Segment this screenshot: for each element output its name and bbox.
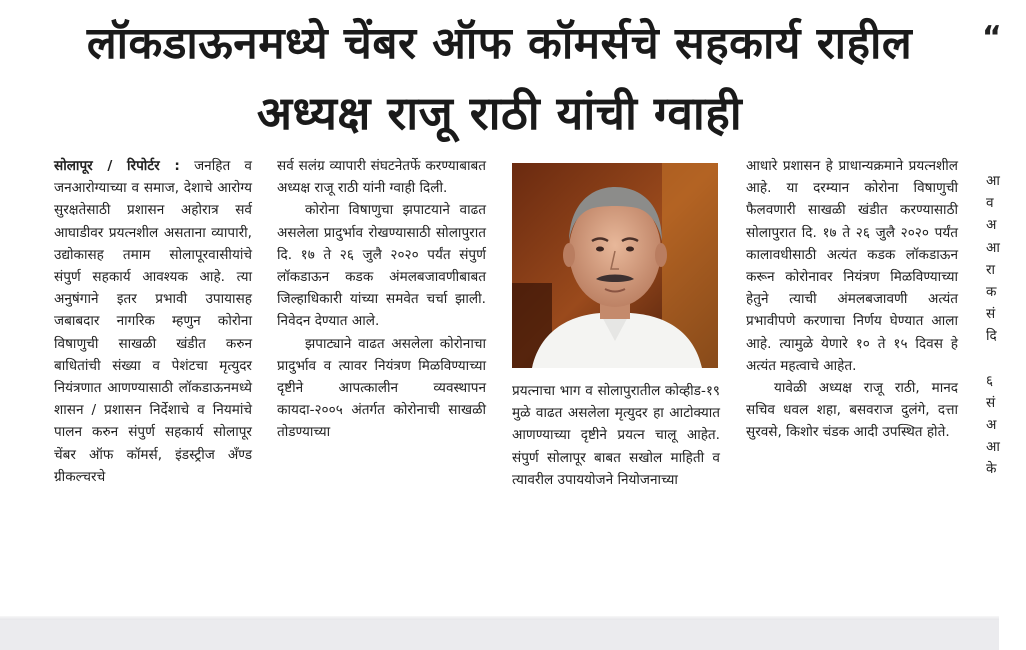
column-2-paragraph-1: सर्व सलंग्र व्यापारी संघटनेतर्फे करण्याबाबत अध्यक्ष राजू राठी यांनी ग्वाही दिली. [277, 158, 486, 197]
headline-line-2: अध्यक्ष राजू राठी यांची ग्वाही [256, 86, 743, 140]
column-4-paragraph-1: आधारे प्रशासन हे प्राधान्यक्रमाने प्रयत्नशील आहे. या दरम्यान कोरोना विषाणुची फैलवणारी साखळी खंडीत करण्यासाठी सोलापुरात दि. १७ ते २६ जुलै २०२० पर्यंत कालावधीसाठी अत्यंत कडक लॉकडाऊन करून कोरोनावर नियंत्रण मिळविण्याच्या हेतुने त्याची अंमलबजावणी अत्यंत प्रभावीपणे करणाचा निर्णय घेण्यात आला आहे. त्यामुळे येणारे १० ते १५ दिवस हे अत्यंत महत्वाचे आहेत. [746, 158, 958, 374]
fragment-line: रा [986, 261, 996, 278]
adjacent-article-fragment [986, 170, 1026, 481]
fragment-line [986, 348, 1026, 370]
fragment-line: आ [986, 439, 1000, 456]
dateline: सोलापूर / रिपोर्टर : [54, 158, 180, 174]
fragment-line: के [986, 461, 997, 478]
edge-quote-mark: “ [982, 20, 1002, 55]
fragment-line: आ [986, 239, 1000, 256]
portrait-illustration [512, 163, 718, 368]
viewer-bottom-bar [0, 620, 999, 650]
article-column-1 [54, 155, 252, 488]
column-3-text: प्रयत्नाचा भाग व सोलापुरातील कोव्हीड-१९ मुळे वाढत असलेला मृत्युदर हा आटोक्यात आणण्याच्या दृष्टीने प्रयत्न चालू आहेत. संपुर्ण सोलापूर बाबत सखोल माहिती व त्यावरील उपाययोजने नियोजनाच्या [512, 383, 720, 488]
fragment-line: अ [986, 417, 997, 434]
article-column-3 [512, 380, 720, 491]
headline-line-1: लॉकडाऊनमध्ये चेंबर ऑफ कॉमर्सचे सहकार्य राहील [86, 18, 913, 69]
fragment-line: व [986, 195, 994, 212]
fragment-line: दि [986, 328, 997, 345]
article-column-4 [746, 155, 958, 444]
fragment-line: क [986, 284, 997, 301]
column-4-paragraph-2: यावेळी अध्यक्ष राजू राठी, मानद सचिव धवल शहा, बसवराज दुलंगे, दत्ता सुरवसे, किशोर चंडक आदी उपस्थित होते. [746, 380, 958, 441]
column-1-text: जनहित व जनआरोग्याच्या व समाज, देशाचे आरोग्य सुरक्षतेसाठी प्रशासन अहोरात्र सर्व आघाडीवर प्रयत्नशील असताना व्यापारी, उद्योकासह तमाम सोलापूरवासीयांचे संपुर्ण सहकार्य आवश्यक आहे. त्या अनुषंगाने इतर प्रभावी उपायासह जबाबदार नागरिक म्हणुन कोरोना विषाणुची साखळी खंडीत करुन बाधितांची संख्या व पेशंटचा मृत्युदर नियंत्रणात आणण्यासाठी लॉकडाऊनमध्ये शासन / प्रशासन निर्देशाचे व नियमांचे पालन करुन संपुर्ण सहकार्य सोलापूर चेंबर ऑफ कॉमर्स, इंडस्ट्रीज अँण्ड ग्रीकल्चरचे [54, 158, 252, 485]
article-column-2 [277, 155, 486, 444]
fragment-line: आ [986, 173, 1000, 189]
fragment-line: सं [986, 306, 996, 323]
fragment-line: अ [986, 217, 997, 234]
column-2-paragraph-2: कोरोना विषाणुचा झपाटयाने वाढत असलेला प्रादुर्भाव रोखण्यासाठी सोलापुरात दि. १७ ते २६ जुलै २०२० पर्यंत संपुर्ण लॉकडाऊन कडक अंमलबजावणीबाबत जिल्हाधिकारी यांच्या समवेत चर्चा झाली. निवेदन देण्यात आले. [277, 202, 486, 330]
portrait-photo [512, 163, 718, 368]
fragment-line: सं [986, 394, 996, 411]
fragment-line: ६ [986, 372, 994, 389]
column-2-paragraph-3: झपाट्याने वाढत असलेला कोरोनाचा प्रादुर्भाव व त्यावर नियंत्रण मिळविण्याच्या दृष्टीने आपत्कालीन व्यवस्थापन कायदा-२००५ अंतर्गत कोरोनाची साखळी तोडण्याच्या [277, 335, 486, 441]
